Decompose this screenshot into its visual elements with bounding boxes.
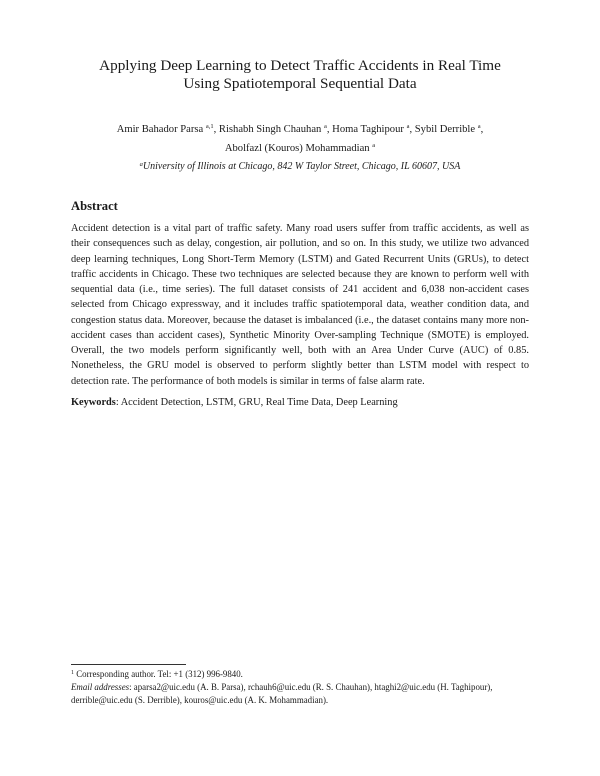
affiliation-text: University of Illinois at Chicago, 842 W Taylor Street, Chicago, IL 60607, USA [142, 161, 461, 172]
affiliation-mark: a [139, 161, 143, 168]
author-line-1: Amir Bahador Parsa $^{a,1}$, Rishabh Singh Chauhan $^a$, Homa Taghipour $^a$, Sybil Derrible $^a$, [116, 123, 484, 135]
abstract-body: Accident detection is a vital part of traffic safety. Many road users suffer from traffic accidents, as well as their consequences such as delay, congestion, air pollution, and so on. In this study, we utilize two advanced deep learning techniques, Long Short-Term Memory (LSTM) and Gated Recurrent Units (GRUs), to detect traffic accidents in Chicago. These two techniques are selected because they are known to perform well with sequential data (i.e., time series). The full dataset consists of 241 accident and 6,038 non-accident cases selected from Chicago expressway, and it includes traffic spatiotemporal data, weather condition data, and congestion status data. Moreover, because the dataset is imbalanced (i.e., the dataset contains many more non-accident cases than accident cases), Synthetic Minority Over-sampling Technique (SMOTE) is employed. Overall, the two models perform significantly well, both with an Area Under Curve (AUC) of 0.85. Nonetheless, the GRU model is observed to perform slightly better than LSTM model with respect to detection rate. The performance of both models is similar in terms of false alarm rate. [71, 223, 529, 387]
affiliation [60, 158, 540, 173]
footnote-corresponding-text: Corresponding author. Tel: +1 (312) 996-9840. [76, 669, 243, 679]
keywords-line [71, 396, 529, 410]
footnote-corresponding [71, 667, 531, 681]
author-list [60, 119, 540, 156]
abstract-heading: Abstract [71, 199, 118, 213]
author-affil-mark: a [372, 141, 376, 149]
author-name: Abolfazl (Kouros) Mohammadian [224, 142, 370, 154]
title-line-1: Applying Deep Learning to Detect Traffic Accidents in Real Time [99, 57, 501, 74]
author-affil-mark: a [477, 123, 481, 130]
footnote-mark: 1 [71, 670, 74, 676]
author-name: Rishabh Singh Chauhan [218, 124, 322, 135]
author-line-2 [60, 138, 540, 157]
paper-title [60, 57, 540, 92]
footnote-divider [71, 664, 186, 665]
email-label: Email addresses [71, 682, 130, 692]
keywords-list: : Accident Detection, LSTM, GRU, Real Time Data, Deep Learning [115, 397, 398, 408]
footnote-emails [71, 681, 531, 707]
title-line-2: Using Spatiotemporal Sequential Data [183, 74, 417, 92]
keywords-label: Keywords [71, 397, 116, 408]
email-list: : aparsa2@uic.edu (A. B. Parsa), rchauh6@uic.edu (R. S. Chauhan), htaghi2@uic.edu (H. Taghipour), derrible@uic.edu (S. Derrible), kouros@uic.edu (A. K. Mohammadian). [71, 682, 493, 705]
author-name: Amir Bahador Parsa [116, 124, 204, 135]
author-name: Homa Taghipour [332, 124, 404, 135]
author-affil-mark: a,1 [205, 123, 214, 130]
footnotes [71, 667, 531, 707]
author-affil-mark: a [406, 123, 410, 130]
author-affil-mark: a [323, 123, 327, 130]
author-name: Sybil Derrible [414, 124, 476, 135]
